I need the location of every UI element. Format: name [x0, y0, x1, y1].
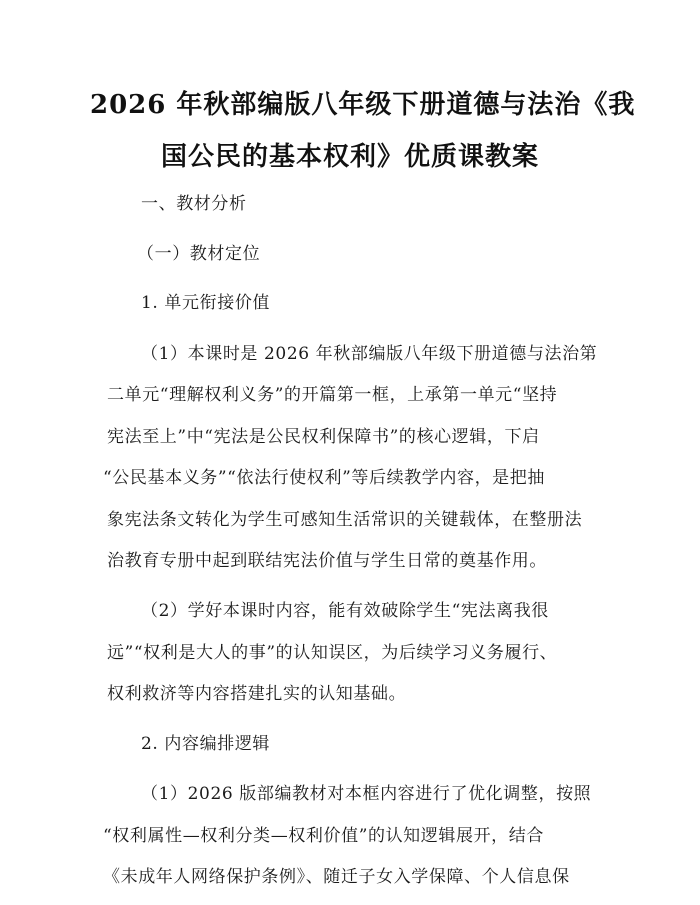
- paragraph-1-line-2: 二单元“理解权利义务”的开篇第一框，上承第一单元“坚持: [107, 385, 558, 405]
- heading-textbook-positioning: （一）教材定位: [137, 244, 261, 264]
- paragraph-3-line-3: 《未成年人网络保护条例》、随迁子女入学保障、个人信息保: [103, 867, 570, 887]
- paragraph-2-line-3: 权利救济等内容搭建扎实的认知基础。: [107, 684, 407, 704]
- paragraph-2-line-2: 远”“权利是大人的事”的认知误区，为后续学习义务履行、: [107, 643, 558, 663]
- heading-content-arrangement-logic: 2. 内容编排逻辑: [141, 734, 271, 754]
- paragraph-1-line-1: （1）本课时是 2026 年秋部编版八年级下册道德与法治第: [141, 344, 598, 364]
- heading-unit-connection-value: 1. 单元衔接价值: [141, 293, 271, 313]
- document-title-line-2: 国公民的基本权利》优质课教案: [160, 142, 539, 172]
- paragraph-1-line-6: 治教育专册中起到联结宪法价值与学生日常的奠基作用。: [107, 551, 547, 571]
- paragraph-1-line-5: 象宪法条文转化为学生可感知生活常识的关键载体，在整册法: [107, 510, 583, 530]
- paragraph-2-line-1: （2）学好本课时内容，能有效破除学生“宪法离我很: [141, 601, 549, 621]
- paragraph-3-line-1: （1）2026 版部编教材对本框内容进行了优化调整，按照: [141, 784, 592, 804]
- paragraph-1-line-4: “公民基本义务”“依法行使权利”等后续教学内容，是把抽: [103, 468, 545, 488]
- paragraph-3-line-2: “权利属性—权利分类—权利价值”的认知逻辑展开，结合: [103, 826, 544, 846]
- heading-textbook-analysis: 一、教材分析: [141, 194, 247, 214]
- document-title-line-1: 2026 年秋部编版八年级下册道德与法治《我: [90, 90, 636, 120]
- paragraph-1-line-3: 宪法至上”中“宪法是公民权利保障书”的核心逻辑，下启: [107, 427, 540, 447]
